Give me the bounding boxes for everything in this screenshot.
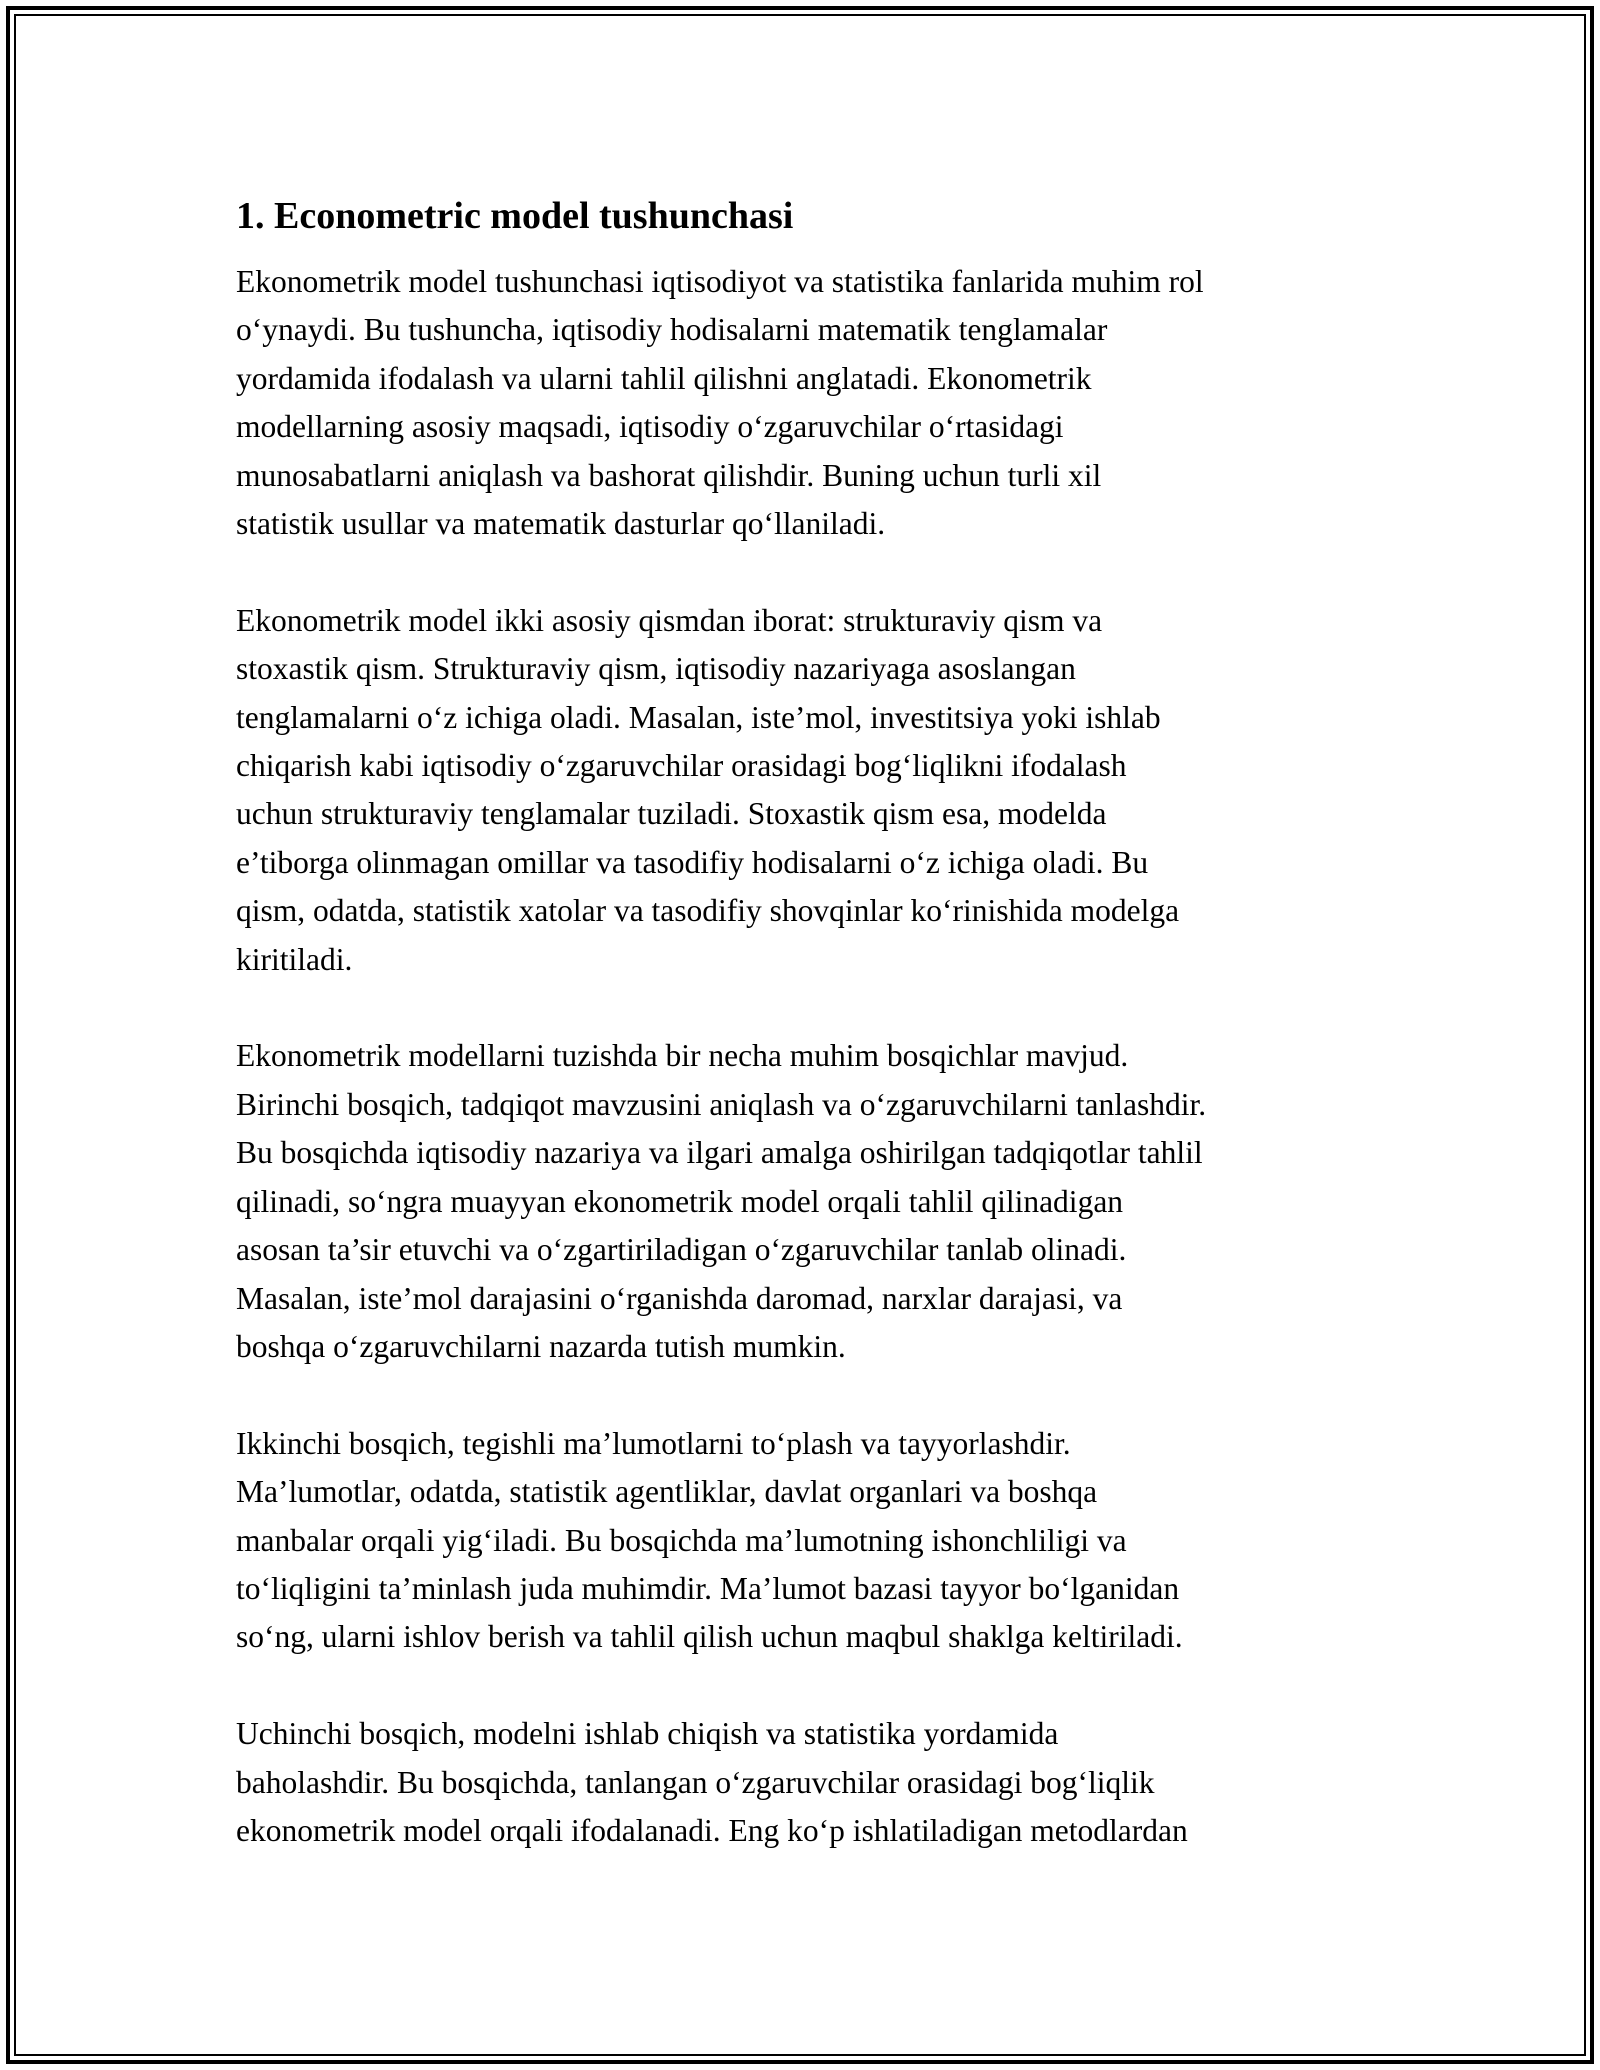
text-line: Ekonometrik modellarni tuzishda bir necha muhim bosqichlar mavjud. [236, 1038, 1129, 1074]
document-body [236, 188, 1396, 1904]
text-line: yordamida ifodalash va ularni tahlil qilishni anglatadi. Ekonometrik [236, 360, 1092, 396]
paragraph-container [236, 258, 1396, 1855]
text-line: stoxastik qism. Strukturaviy qism, iqtisodiy nazariyaga asoslangan [236, 651, 1076, 687]
text-line: qism, odatda, statistik xatolar va tasodifiy shovqinlar ko‘rinishida modelga [236, 893, 1180, 929]
text-line: baholashdir. Bu bosqichda, tanlangan o‘zgaruvchilar orasidagi bog‘liqlik [236, 1764, 1155, 1800]
text-line: munosabatlarni aniqlash va bashorat qilishdir. Buning uchun turli xil [236, 457, 1102, 493]
paragraph [236, 1032, 1396, 1371]
text-line: Ikkinchi bosqich, tegishli ma’lumotlarni to‘plash va tayyorlashdir. [236, 1425, 1071, 1461]
text-line: so‘ng, ularni ishlov berish va tahlil qilish uchun maqbul shaklga keltiriladi. [236, 1619, 1183, 1655]
paragraph [236, 1710, 1396, 1855]
text-line: asosan ta’sir etuvchi va o‘zgartiriladigan o‘zgaruvchilar tanlab olinadi. [236, 1232, 1127, 1268]
text-line: to‘liqligini ta’minlash juda muhimdir. Ma’lumot bazasi tayyor bo‘lganidan [236, 1570, 1180, 1606]
text-line: Uchinchi bosqich, modelni ishlab chiqish va statistika yordamida [236, 1716, 1059, 1752]
text-line: Ma’lumotlar, odatda, statistik agentliklar, davlat organlari va boshqa [236, 1474, 1098, 1510]
text-line: kiritiladi. [236, 941, 353, 977]
text-line: tenglamalarni o‘z ichiga oladi. Masalan, iste’mol, investitsiya yoki ishlab [236, 699, 1161, 735]
text-line: Ekonometrik model ikki asosiy qismdan iborat: strukturaviy qism va [236, 602, 1103, 638]
section-heading: 1. Econometric model tushunchasi [236, 195, 794, 237]
paragraph [236, 597, 1396, 984]
paragraph [236, 1420, 1396, 1662]
text-line: Ekonometrik model tushunchasi iqtisodiyot va statistika fanlarida muhim rol [236, 264, 1204, 299]
text-line: Masalan, iste’mol darajasini o‘rganishda daromad, narxlar darajasi, va [236, 1280, 1123, 1316]
text-line: qilinadi, so‘ngra muayyan ekonometrik model orqali tahlil qilinadigan [236, 1183, 1124, 1219]
paragraph [236, 258, 1396, 548]
text-line: statistik usullar va matematik dasturlar qo‘llaniladi. [236, 506, 886, 542]
text-line: ekonometrik model orqali ifodalanadi. Eng ko‘p ishlatiladigan metodlardan [236, 1812, 1188, 1848]
text-line: o‘ynaydi. Bu tushuncha, iqtisodiy hodisalarni matematik tenglamalar [236, 312, 1108, 348]
text-line: Bu bosqichda iqtisodiy nazariya va ilgari amalga oshirilgan tadqiqotlar tahlil [236, 1135, 1203, 1171]
text-line: chiqarish kabi iqtisodiy o‘zgaruvchilar orasidagi bog‘liqlikni ifodalash [236, 748, 1127, 784]
text-line: uchun strukturaviy tenglamalar tuziladi. Stoxastik qism esa, modelda [236, 796, 1107, 832]
text-line: boshqa o‘zgaruvchilarni nazarda tutish mumkin. [236, 1328, 846, 1364]
text-line: Birinchi bosqich, tadqiqot mavzusini aniqlash va o‘zgaruvchilarni tanlashdir. [236, 1086, 1207, 1122]
text-line: manbalar orqali yig‘iladi. Bu bosqichda ma’lumotning ishonchliligi va [236, 1522, 1127, 1558]
text-line: modellarning asosiy maqsadi, iqtisodiy o‘zgaruvchilar o‘rtasidagi [236, 409, 1064, 445]
text-line: e’tiborga olinmagan omillar va tasodifiy hodisalarni o‘z ichiga oladi. Bu [236, 844, 1149, 880]
